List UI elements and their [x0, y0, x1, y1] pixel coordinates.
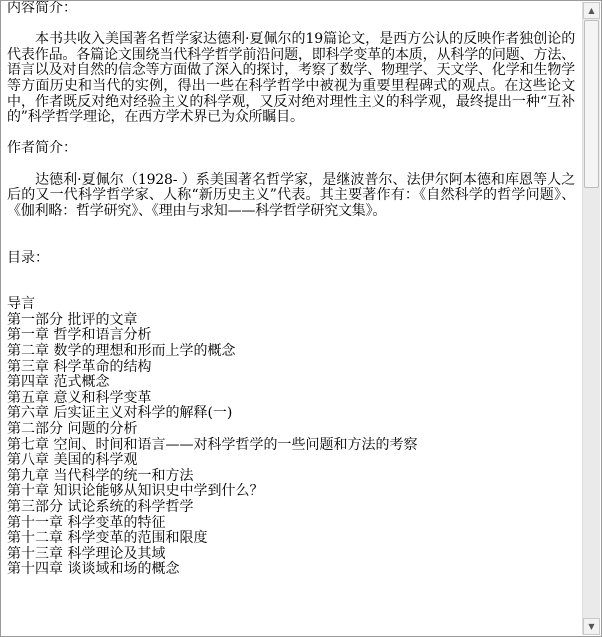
spacer — [7, 219, 575, 235]
toc-item: 第九章 当代科学的统一和方法 — [7, 467, 194, 484]
toc-item: 第二部分 问题的分析 — [7, 421, 138, 438]
spacer — [7, 157, 575, 173]
scroll-up-arrow-icon[interactable]: ▲ — [583, 2, 600, 19]
toc-item: 第十四章 谈谈域和场的概念 — [7, 561, 180, 578]
toc-item: 第四章 范式概念 — [7, 374, 110, 391]
toc-item: 第二章 数学的理想和形而上学的概念 — [7, 343, 236, 360]
spacer — [7, 266, 575, 282]
scroll-down-arrow-icon[interactable]: ▼ — [583, 618, 600, 635]
toc-item: 第十二章 科学变革的范围和限度 — [7, 530, 208, 547]
toc-item: 第十三章 科学理论及其域 — [7, 545, 166, 562]
toc-item: 第六章 后实证主义对科学的解释(一) — [7, 405, 233, 422]
scrollbar-thumb[interactable] — [584, 20, 599, 188]
author-heading: 作者简介： — [7, 140, 77, 157]
toc-item: 第三部分 试论系统的科学哲学 — [7, 499, 194, 515]
toc-item: 第八章 美国的科学观 — [7, 452, 138, 469]
toc-item: 第十章 知识论能够从知识史中学到什么？ — [7, 483, 264, 500]
toc-item: 第三章 科学革命的结构 — [7, 358, 152, 375]
toc-item: 第十一章 科学变革的特征 — [7, 514, 166, 531]
toc-item: 第五章 意义和科学变革 — [7, 389, 152, 406]
toc-item: 导言 — [7, 296, 35, 313]
intro-paragraph: 本书共收入美国著名哲学家达德利·夏佩尔的19篇论文，是西方公认的反映作者独创论的代表作品。各篇论文围绕当代科学哲学前沿问题，即科学变革的本质，从科学的问题、方法、语言以及对自然的信念等方面做了深入的探讨，考察了数学、物理学、天文学、化学和生物学等方面历史和当代的实例，得出一些在科学哲学中被视为重要里程碑式的观点。在这些论文中，作者既反对绝对经验主义的科学观，又反对绝对理性主义的科学观，最终提出一种“互补的”科学哲学理论，在西方学术界已为众所瞩目。 — [7, 31, 575, 126]
spacer — [7, 126, 575, 142]
spacer — [7, 282, 575, 298]
toc-item: 第七章 空间、时间和语言——对科学哲学的一些问题和方法的考察 — [7, 436, 418, 453]
intro-heading: 内容简介： — [7, 1, 77, 16]
spacer — [7, 17, 575, 33]
text-viewer — [1, 1, 579, 636]
vertical-scrollbar[interactable] — [582, 2, 600, 635]
toc-item: 第一部分 批评的文章 — [7, 311, 138, 328]
author-paragraph: 达德利·夏佩尔（1928- ）系美国著名哲学家，是继波普尔、法伊尔阿本德和库恩等人之后的又一代科学哲学家、人称“新历史主义”代表。其主要著作有：《自然科学的哲学问题》、《伽利略：哲学研究》、《理由与求知——科学哲学研究文集》。 — [7, 171, 575, 219]
spacer — [7, 235, 575, 251]
toc-item: 第一章 哲学和语言分析 — [7, 327, 152, 344]
toc-heading: 目录： — [7, 249, 49, 266]
toc-list — [7, 297, 575, 578]
